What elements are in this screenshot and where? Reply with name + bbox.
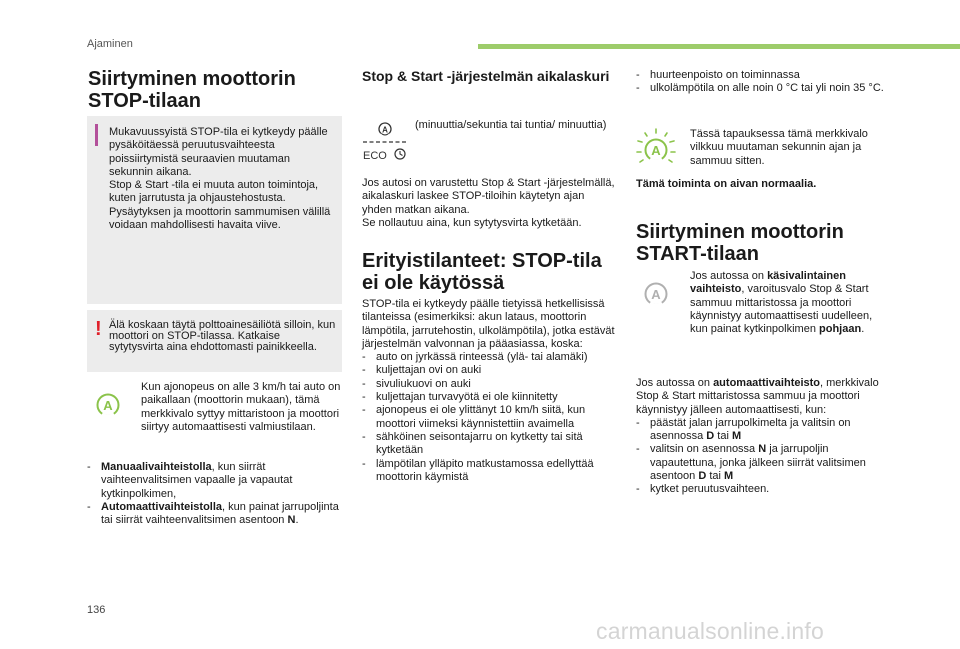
list-item: - huurteenpoisto on toiminnassa (636, 69, 800, 81)
list-item: - sivuliukuovi on auki (362, 377, 471, 390)
list-item: - ulkolämpötila on alle noin 0 °C tai yli noin 35 °C. (636, 82, 884, 95)
warning-text: Älä koskaan täytä polttoainesäiliötä silloin, kun moottori on STOP-tilassa. Katkaise sytytysvirta aina ehdottomasti painikkeella. (109, 319, 336, 353)
eco-timer-icon (362, 118, 408, 164)
list-item: - ajonopeus ei ole ylittänyt 10 km/h siitä, kun moottori viimeksi käynnistettiin avaimella (362, 404, 586, 430)
list-item: - lämpötilan ylläpito matkustamossa edellyttää moottorin käymistä (362, 457, 594, 483)
flashing-indicator-text: Tässä tapauksessa tämä merkkivalo vilkkuu muutaman sekunnin ajan ja sammuu sitten. (690, 128, 868, 167)
section-color-bar (478, 44, 960, 49)
list-item: - kuljettajan turvavyötä ei ole kiinnitetty (362, 391, 558, 404)
special-cases-text: STOP-tila ei kytkeydy päälle tietyissä hetkellisissä tilanteissa (esimerkiksi: akun lataus, moottorin lämpötila, jarrutehostin, ulkolämpötila), jotka estävät järjestelmän valvonnan ja pääasiassa, koska: - auto on jyrkässä rinteessä (ylä- tai alamäki) - kuljettajan ovi on auki - sivuliukuovi on auki - kuljettajan turvavyötä ei ole kiinnitetty - ajonopeus ei ole ylittänyt 10 km/h siitä, kun moottori viimeksi käynnistettiin avaimella - sähköinen seisontajarru on kytketty tai sitä kytketään - lämpötilan ylläpito matkustamossa edellyttää moottorin käymistä (362, 298, 618, 484)
info-box (87, 116, 342, 304)
stop-conditions-list (87, 461, 345, 527)
indicator-off-icon (636, 274, 676, 314)
svg-text:A: A (651, 287, 661, 302)
info-text: Mukavuussyistä STOP-tila ei kytkeydy päälle pysäköitäessä peruutusvaihteesta poissiirtymistä seuraavien muutaman sekunnin aikana. Stop & Start -tila ei muuta auton toimintoja, kuten jarrutusta ja ohjaustehostusta. Pysäytyksen ja moottorin sammumisen välillä voidaan mahdollisesti havaita viive. (109, 126, 331, 232)
list-item: - päästät jalan jarrupolkimelta ja valitsin on asennossa D tai M (636, 416, 851, 443)
manual-gearbox-start-text: Jos autossa on käsivalintainen vaihteisto, varoitusvalo Stop & Start sammuu mittaristossa ja moottori käynnistyy automaattisesti uudelleen, kun painat kytkinpolkimen pohjaan. (690, 270, 873, 336)
eco-stop-indicator-icon (95, 392, 121, 418)
list-item: - kuljettajan ovi on auki (362, 364, 482, 377)
special-cases-list-cont (636, 69, 886, 96)
timer-description: Jos autosi on varustettu Stop & Start -järjestelmällä, aikalaskuri laskee STOP-tiloihin käytetyn ajan yhden matkan aikana. Se nollautuu aina, kun sytytysvirta kytketään. (362, 177, 615, 229)
heading-special-cases: Erityistilanteet: STOP-tila ei ole käytössä (362, 250, 602, 294)
warning-box (87, 310, 342, 372)
warning-icon: ! (95, 318, 102, 340)
watermark: carmanualsonline.info (596, 618, 824, 644)
list-item: - sähköinen seisontajarru on kytketty tai sitä kytketään (362, 430, 583, 457)
heading-start-mode: Siirtyminen moottorin START-tilaan (636, 221, 844, 265)
heading-timer: Stop & Start -järjestelmän aikalaskuri (362, 68, 610, 84)
page-number: 136 (87, 604, 106, 616)
svg-text:A: A (382, 125, 388, 135)
timer-units-text: (minuuttia/sekuntia tai tuntia/ minuuttia) (415, 119, 607, 131)
list-item: - kytket peruutusvaihteen. (636, 483, 770, 496)
svg-text:A: A (651, 143, 661, 158)
info-icon (95, 124, 98, 146)
heading-stop-mode: Siirtyminen moottorin STOP-tilaan (88, 68, 296, 112)
list-item: - valitsin on asennossa N ja jarrupoljin vapautettuna, jonka jälkeen siirrät valitsimen asentoon D tai M (636, 443, 866, 483)
svg-text:A: A (103, 398, 113, 413)
flashing-indicator-icon (636, 128, 676, 168)
normal-operation-note: Tämä toiminta on aivan normaalia. (636, 178, 817, 190)
list-item: - auto on jyrkässä rinteessä (ylä- tai alamäki) (362, 351, 588, 364)
automatic-gearbox-start-text: Jos autossa on automaattivaihteisto, merkkivalo Stop & Start mittaristossa sammuu ja moottori käynnistyy jälleen automaattisesti, kun: - päästät jalan jarrupolkimelta ja valitsin on asennossa D tai M - valitsin on asennossa N ja jarrupoljin vapautettuna, jonka jälkeen siirrät valitsimen asentoon D tai M - kytket peruutusvaihteen. (636, 377, 896, 497)
list-item: - Manuaalivaihteistolla, kun siirrät vaihteenvalitsimen vapaalle ja vapautat kytkinpolkimen, (87, 461, 293, 500)
svg-text:ECO: ECO (363, 150, 387, 162)
stop-indicator-text: Kun ajonopeus on alle 3 km/h tai auto on paikallaan (moottorin mukaan), tämä merkkivalo syttyy mittaristoon ja moottori siirtyy automaattisesti valmiustilaan. (141, 381, 341, 433)
section-title: Ajaminen (87, 38, 133, 50)
list-item: - Automaattivaihteistolla, kun painat jarrupoljinta tai siirrät vaihteenvalitsimen asentoon N. (87, 500, 339, 527)
